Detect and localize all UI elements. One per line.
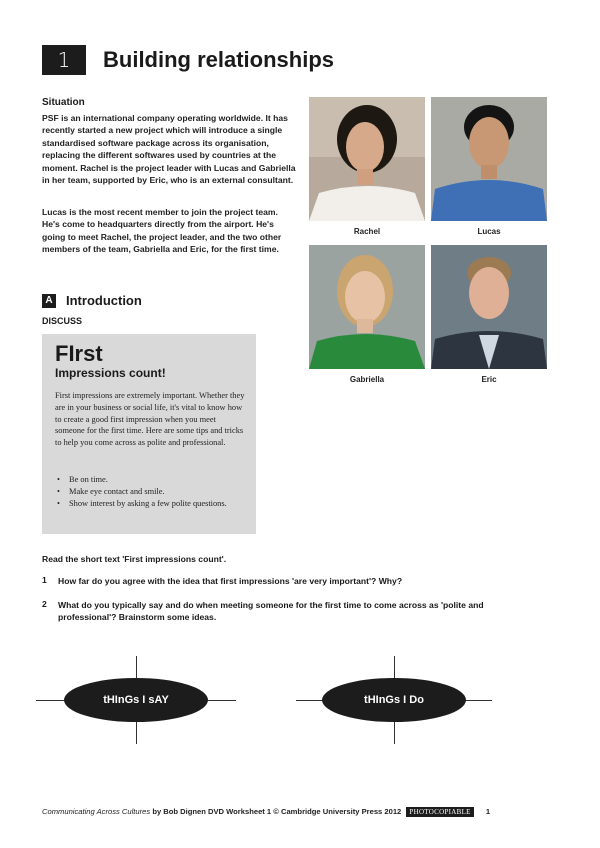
situation-heading: Situation <box>42 97 85 108</box>
photocopiable-badge: PHOTOCOPIABLE <box>406 807 473 817</box>
photo-gabriella <box>309 245 425 369</box>
section-letter-badge: A <box>42 294 56 308</box>
section-title: Introduction <box>66 293 142 308</box>
question-text: How far do you agree with the idea that first impressions 'are very important'? Why? <box>58 576 403 586</box>
box-title: FIrst <box>55 341 103 366</box>
question-text: What do you typically say and do when meeting someone for the first time to come across as 'polite and professional'? Brainstorm some ideas. <box>58 600 484 623</box>
footer-credit: by Bob Dignen DVD Worksheet 1 © Cambridge University Press 2012 <box>152 807 402 816</box>
mindmap-things-i-say: tHInGs I sAY <box>64 678 208 722</box>
page-title: Building relationships <box>103 47 335 72</box>
caption-gabriella: Gabriella <box>349 375 385 384</box>
footer <box>42 806 562 818</box>
situation-paragraph-1: PSF is an international company operating worldwide. It has recently started a new project which will introduce a single standardised software package across its organisation, replacing the different softwares used by countries at the moment. Rachel is the project leader with Lucas and Gabriella in her team, supported by Eric, who is an external consultant. <box>42 113 296 186</box>
situation-paragraph-2: Lucas is the most recent member to join the project team. He's come to headquarters directly from the airport. He's going to meet Rachel, the project leader, and the two other members of the team, Gabriella and Eric, for the first time. <box>42 207 282 255</box>
caption-eric: Eric <box>481 375 497 384</box>
mindmap-things-i-do: tHInGs I Do <box>322 678 466 722</box>
photo-rachel <box>309 97 425 221</box>
unit-number-box: 1 <box>42 45 86 75</box>
list-item: • Show interest by asking a few polite questions. <box>55 498 247 510</box>
list-item: • Be on time. <box>55 474 247 486</box>
read-instruction: Read the short text 'First impressions count'. <box>42 554 227 564</box>
first-impressions-box <box>42 334 256 534</box>
page-number: 1 <box>485 807 491 816</box>
photo-lucas <box>431 97 547 221</box>
list-item: • Make eye contact and smile. <box>55 486 247 498</box>
discuss-subheading: DISCUSS <box>42 316 83 326</box>
question-number: 2 <box>42 599 47 609</box>
box-body-text: First impressions are extremely important. Whether they are in your business or social life, it's vital to know how to create a good first impression when you meet someone for the first time. Here are some tips and tricks to help you come across as polite and professional. <box>55 391 245 448</box>
question-number: 1 <box>42 575 47 585</box>
box-subtitle: Impressions count! <box>55 366 166 380</box>
tips-list <box>55 474 247 509</box>
footer-book-title: Communicating Across Cultures <box>42 807 151 816</box>
caption-lucas: Lucas <box>477 227 501 236</box>
caption-rachel: Rachel <box>353 227 381 236</box>
photo-eric <box>431 245 547 369</box>
